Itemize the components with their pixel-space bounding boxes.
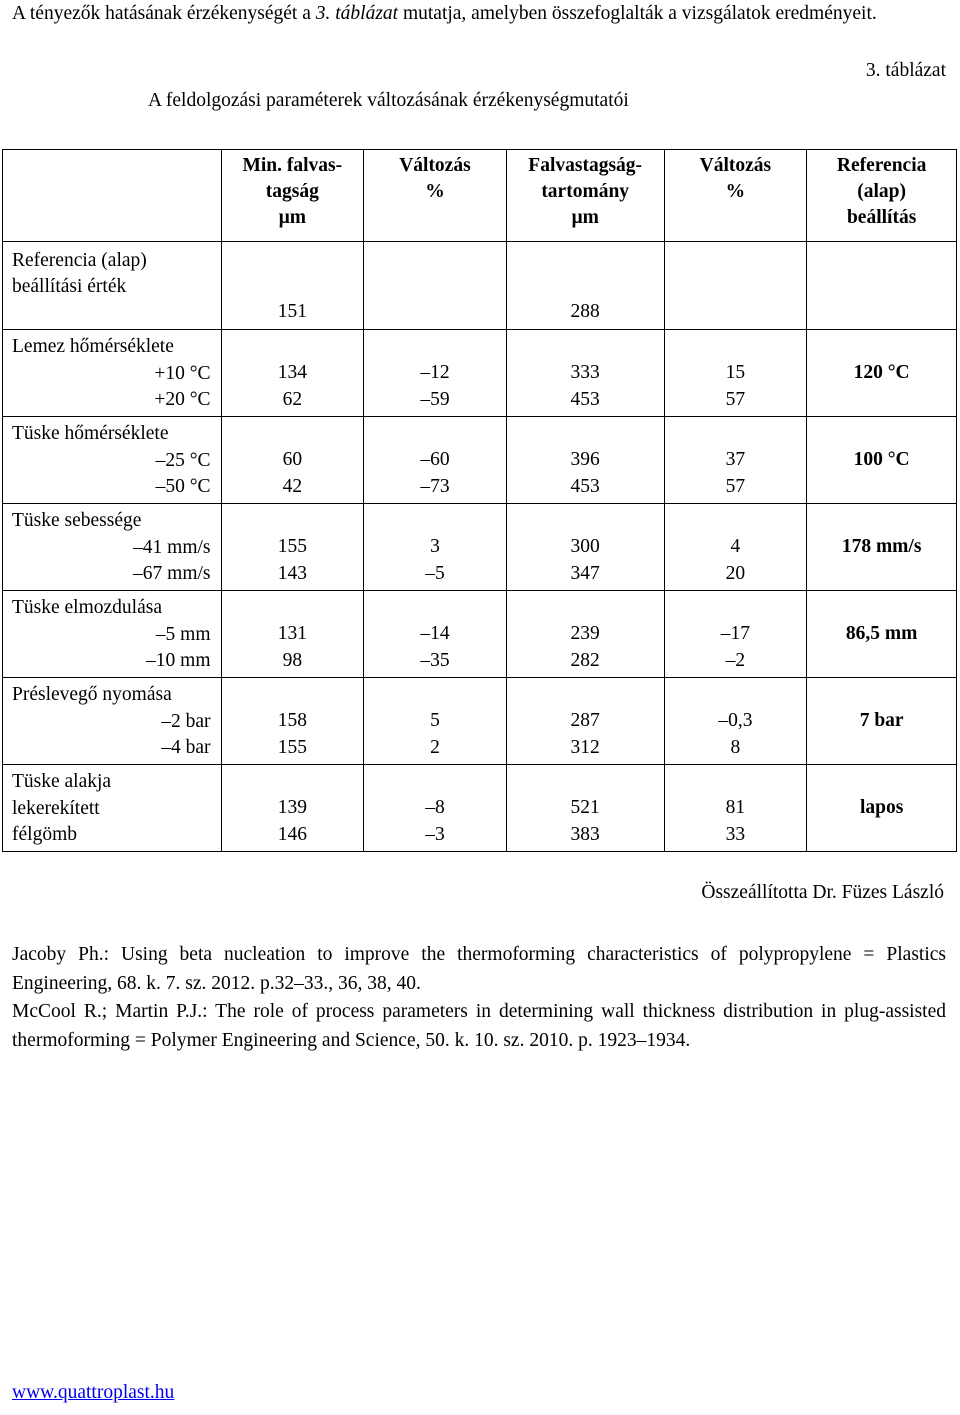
cell-chg1: –8 –3 [364, 765, 507, 852]
row-sub-label: –41 mm/s [133, 536, 211, 558]
cell-chg2: 81 33 [664, 765, 807, 852]
table-title: A feldolgozási paraméterek változásának érzékenységmutatói [148, 90, 629, 111]
row-sub-label: +20 °C [154, 389, 211, 410]
row-label [3, 591, 222, 678]
row-sub-label: félgömb [12, 824, 77, 845]
cell-range: 521 383 [506, 765, 664, 852]
cell-chg2: 15 57 [664, 330, 807, 417]
footer-website-link[interactable]: www.quattroplast.hu [12, 1382, 175, 1403]
cell-range: 396 453 [506, 417, 664, 504]
reference-item: McCool R.; Martin P.J.: The role of process parameters in determining wall thickness distribution in plug-assisted thermoforming = Polymer Engineering and Science, 50. k. 10. sz. 2010. p. 1923–1934. [12, 1001, 946, 1051]
reference-change-2 [664, 242, 807, 330]
row-sub-label: –5 mm [155, 623, 211, 645]
intro-table-ref: 3. táblázat [315, 3, 399, 24]
references [12, 941, 946, 1055]
header-empty-cell [3, 150, 222, 242]
row-sub-label: –67 mm/s [133, 563, 211, 584]
row-sub-label: –25 °C [155, 449, 211, 471]
row-sub-label: lekerekített [12, 797, 100, 819]
table-row [3, 591, 957, 678]
cell-reference: 120 °C [807, 330, 957, 417]
cell-min: 139 146 [221, 765, 364, 852]
row-label [3, 504, 222, 591]
reference-row [3, 242, 957, 330]
table-row [3, 678, 957, 765]
reference-item: Jacoby Ph.: Using beta nucleation to improve the thermoforming characteristics of polypropylene = Plastics Engineering, 68. k. 7. sz. 2012. p.32–33., 36, 38, 40. [12, 944, 946, 994]
cell-range: 300 347 [506, 504, 664, 591]
reference-range: 288 [506, 242, 664, 330]
cell-chg2: 37 57 [664, 417, 807, 504]
row-title: Tüske alakja [12, 771, 112, 792]
row-label [3, 765, 222, 852]
table-row [3, 504, 957, 591]
cell-chg1: 3 –5 [364, 504, 507, 591]
header-min-thickness: Min. falvas- tagság µm [221, 150, 364, 242]
cell-min: 131 98 [221, 591, 364, 678]
reference-label: Referencia (alap) beállítási érték [3, 242, 222, 330]
row-title: Préslevegő nyomása [12, 684, 172, 705]
row-label [3, 330, 222, 417]
row-sub-label: –50 °C [155, 476, 211, 497]
cell-chg2: –0,3 8 [664, 678, 807, 765]
cell-min: 155 143 [221, 504, 364, 591]
cell-range: 333 453 [506, 330, 664, 417]
cell-reference: lapos [807, 765, 957, 852]
author-credit: Összeállította Dr. Füzes László [701, 882, 944, 903]
row-sub-label: –4 bar [161, 737, 211, 758]
reference-min: 151 [221, 242, 364, 330]
table-row [3, 330, 957, 417]
table-row [3, 417, 957, 504]
cell-reference: 86,5 mm [807, 591, 957, 678]
row-sub-label: –2 bar [161, 710, 211, 732]
row-title: Lemez hőmérséklete [12, 336, 174, 357]
row-sub-label: +10 °C [154, 362, 211, 384]
reference-setting [807, 242, 957, 330]
row-title: Tüske sebessége [12, 510, 142, 531]
cell-min: 60 42 [221, 417, 364, 504]
cell-chg2: 4 20 [664, 504, 807, 591]
header-change-2: Változás % [664, 150, 807, 242]
cell-min: 134 62 [221, 330, 364, 417]
row-label [3, 678, 222, 765]
header-thickness-range: Falvastagság- tartomány µm [506, 150, 664, 242]
header-reference: Referencia (alap) beállítás [807, 150, 957, 242]
cell-chg1: –60 –73 [364, 417, 507, 504]
intro-text-2: mutatja, amelyben összefoglalták a vizsgálatok eredményeit. [398, 3, 877, 24]
cell-reference: 100 °C [807, 417, 957, 504]
cell-chg1: –12 –59 [364, 330, 507, 417]
cell-range: 287 312 [506, 678, 664, 765]
row-title: Tüske hőmérséklete [12, 423, 169, 444]
cell-reference: 7 bar [807, 678, 957, 765]
cell-range: 239 282 [506, 591, 664, 678]
row-sub-label: –10 mm [146, 650, 211, 671]
row-label [3, 417, 222, 504]
reference-change-1 [364, 242, 507, 330]
cell-chg1: –14 –35 [364, 591, 507, 678]
table-row [3, 765, 957, 852]
cell-reference: 178 mm/s [807, 504, 957, 591]
row-title: Tüske elmozdulása [12, 597, 162, 618]
table-number: 3. táblázat [865, 60, 946, 81]
sensitivity-table [2, 149, 957, 852]
header-change-1: Változás % [364, 150, 507, 242]
intro-text-1: A tényezők hatásának érzékenységét a [12, 3, 316, 24]
cell-chg1: 5 2 [364, 678, 507, 765]
intro-paragraph [12, 0, 946, 28]
table-header-row [3, 150, 957, 242]
cell-min: 158 155 [221, 678, 364, 765]
cell-chg2: –17 –2 [664, 591, 807, 678]
